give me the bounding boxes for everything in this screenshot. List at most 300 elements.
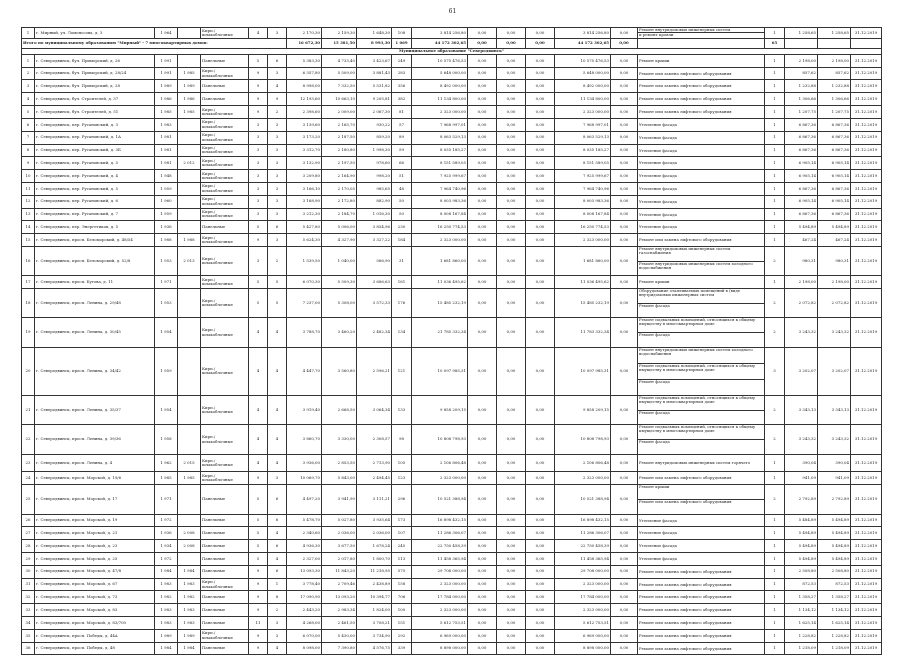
table-cell: 1 (765, 106, 785, 119)
table-cell: 1 959 (155, 182, 178, 195)
table-cell (178, 396, 201, 425)
table-cell: 1 (765, 54, 785, 67)
table-cell: 6 867,36 (785, 131, 818, 144)
work-item: Ремонт или замена лифтового оборудования (639, 475, 732, 481)
table-cell: 9 205,81 (357, 93, 392, 106)
table-cell: 0,00 (526, 221, 555, 234)
table-cell: 9 (249, 93, 268, 106)
table-cell: 0,00 (468, 131, 497, 144)
table-cell: 0,00 (611, 629, 638, 642)
table-cell: 0,00 (468, 527, 497, 540)
table-cell: 2 323 000,00 (555, 472, 611, 485)
table-cell: 0,00 (497, 208, 526, 221)
table-cell: 5 (249, 514, 268, 527)
table-cell: 5 494,89 (785, 221, 818, 234)
table-cell: 1 985 (178, 67, 201, 80)
table-cell: 4 (268, 80, 287, 93)
table-cell: 15 485 232,19 (555, 289, 611, 318)
table-row (22, 604, 882, 617)
table-cell: 0,00 (497, 454, 526, 472)
table-cell: 4 733,40 (322, 54, 357, 67)
work-item: Ремонт или замена лифтового оборудования (639, 498, 732, 504)
table-cell: 4 (249, 396, 268, 425)
table-cell: 4 576,75 (357, 642, 392, 655)
table-cell: 2 327,00 (287, 552, 322, 565)
table-cell: 5 648 000,00 (412, 67, 468, 80)
table-cell: 5 531,82 (357, 80, 392, 93)
table-cell: 9 (249, 106, 268, 119)
table-cell: 9 (249, 565, 268, 578)
table-cell: 3 (268, 195, 287, 208)
table-cell: 3 (268, 234, 287, 247)
table-cell: 0,00 (526, 93, 555, 106)
works-cell (638, 642, 765, 655)
table-cell: 0,00 (468, 591, 497, 604)
row-number-cell: 6 (22, 118, 35, 131)
table-cell: 6 070,00 (287, 629, 322, 642)
table-cell: 5 (249, 485, 268, 514)
work-item: Утепление фасада (639, 211, 677, 217)
table-cell: 8 008 167,84 (555, 208, 611, 221)
table-cell: 11 036 495,62 (555, 276, 611, 289)
work-item: Ремонт внутридомовых инженерных систем газоснабжения (638, 247, 764, 262)
work-item: Утепление фасада (639, 121, 677, 127)
table-cell: 0,00 (468, 67, 497, 80)
row-number-cell: 19 (22, 318, 35, 347)
table-cell: 16 898 432,15 (555, 514, 611, 527)
table-cell: 31.12.2019 (851, 629, 882, 642)
table-cell: 5 427,80 (287, 221, 322, 234)
address-cell: г. Северодвинск, пер. Энергетиков, д. 5 (35, 221, 155, 234)
table-row (22, 425, 882, 454)
address-cell: г. Северодвинск, просп. Ленина, д. 4 (35, 454, 155, 472)
table-cell: Панельные (201, 604, 249, 617)
table-cell: 2 (765, 318, 785, 347)
work-item: Утепление фасада (639, 517, 677, 523)
work-item: Ремонт или замена лифтового оборудования (639, 594, 732, 600)
table-cell: 1 985 (178, 106, 201, 119)
table-cell: 8 898 000,00 (555, 642, 611, 655)
table-cell: 8 151 589,05 (555, 157, 611, 170)
table-cell: 0,00 (468, 170, 497, 183)
work-item: Ремонт внутридомовых инженерных систем холодного водоснабжения (639, 260, 753, 270)
row-number-cell: 31 (22, 578, 35, 591)
table-cell: 3 778,40 (287, 578, 322, 591)
table-cell: 3 (249, 170, 268, 183)
table-cell: 2 983,34 (322, 604, 357, 617)
table-cell: 2 008 (178, 527, 201, 540)
table-cell: 0,00 (526, 540, 555, 553)
table-cell: 0,00 (497, 629, 526, 642)
table-cell: 2 187,50 (322, 131, 357, 144)
table-cell: Кирп./ шлакоблочные (201, 195, 249, 208)
table-cell: 0,00 (468, 642, 497, 655)
table-cell: 339 (392, 642, 412, 655)
table-cell: 31.12.2019 (851, 67, 882, 80)
table-cell: 1 824,00 (357, 604, 392, 617)
table-cell: Кирп./ шлакоблочные (201, 289, 249, 318)
table-cell: 1 984 (178, 642, 201, 655)
table-row (22, 565, 882, 578)
address-cell: г. Северодвинск, просп. Морской, д. 19/6 (35, 472, 155, 485)
table-cell: 3 708,21 (357, 617, 392, 630)
table-cell: 8 003 983,36 (555, 195, 611, 208)
table-cell: 0,00 (611, 170, 638, 183)
table-cell: 8 492 000,00 (412, 80, 468, 93)
housing-repair-table (21, 27, 882, 655)
table-cell: 1 (765, 118, 785, 131)
table-cell: 1 625,14 (785, 617, 818, 630)
table-cell: 31.12.2019 (851, 454, 882, 472)
table-cell: 0,00 (526, 67, 555, 80)
table-cell: 2 198,00 (818, 54, 851, 67)
table-cell: 4 268,00 (287, 617, 322, 630)
table-row (22, 552, 882, 565)
table-cell: 176 (392, 289, 412, 318)
table-cell: 98 (392, 425, 412, 454)
table-cell: 31.12.2019 (851, 247, 882, 276)
table-cell: 5 509,30 (322, 276, 357, 289)
table-cell: 6 867,36 (818, 182, 851, 195)
table-cell: 66 (392, 157, 412, 170)
address-cell: г. Северодвинск, просп. Морской, д. 17 (35, 485, 155, 514)
table-cell: 31.12.2019 (851, 131, 882, 144)
table-cell: 1 (765, 221, 785, 234)
table-row (22, 578, 882, 591)
table-cell: 10 097 985,31 (555, 347, 611, 395)
table-cell: 16 898 432,15 (412, 514, 468, 527)
table-cell: 5 006,00 (322, 221, 357, 234)
table-cell: 0,00 (611, 565, 638, 578)
table-row (22, 247, 882, 276)
table-cell: 2 184,70 (322, 208, 357, 221)
address-cell: г. Северодвинск, пер. Русановский, д. 3 (35, 118, 155, 131)
table-cell: 0,00 (526, 454, 555, 472)
row-number-cell: 10 (22, 170, 35, 183)
address-cell: г. Северодвинск, просп. Бутова, д. 11 (35, 276, 155, 289)
table-cell: 3 343,13 (818, 396, 851, 425)
work-item: Ремонт подвальных помещений, относящихся к общему имуществу в многоквартирном доме (638, 364, 764, 380)
table-cell: 4 327,90 (322, 234, 357, 247)
table-cell: 5 494,89 (818, 527, 851, 540)
table-cell: 31.12.2019 (851, 604, 882, 617)
table-cell: 133 (392, 396, 412, 425)
table-cell: 2 (765, 425, 785, 454)
table-cell: 10 575 476,53 (412, 54, 468, 67)
table-cell: 6 (268, 221, 287, 234)
table-cell: Кирп./ шлакоблочные (201, 629, 249, 642)
table-cell: 1 (268, 578, 287, 591)
table-cell: 1 936 (155, 221, 178, 234)
table-cell: 0,00 (468, 221, 497, 234)
works-cell (638, 552, 765, 565)
table-cell: 2 308,57 (357, 425, 392, 454)
table-cell: 3 (249, 208, 268, 221)
table-cell: 10 808 798,93 (555, 425, 611, 454)
table-cell: 161 (392, 276, 412, 289)
table-cell: 0,00 (611, 67, 638, 80)
table-cell: 7 964 740,96 (412, 182, 468, 195)
table-cell: 50 (392, 208, 412, 221)
table-cell: 1 983 (155, 118, 178, 131)
table-cell: 0,00 (611, 247, 638, 276)
table-row (22, 629, 882, 642)
table-cell: 13 093,30 (287, 565, 322, 578)
address-cell: г. Северодвинск, просп. Морской, д. 19 (35, 514, 155, 527)
table-cell: 4 (268, 318, 287, 347)
table-cell: 0,00 (526, 642, 555, 655)
table-cell: 0,00 (468, 208, 497, 221)
table-cell: 6 905,14 (785, 195, 818, 208)
row-number-cell: 3 (22, 80, 35, 93)
table-cell: 882,90 (357, 195, 392, 208)
table-cell: 31.12.2019 (851, 157, 882, 170)
table-cell: 0,00 (611, 454, 638, 472)
table-cell: 11 458 365,94 (555, 552, 611, 565)
table-cell: 3 243,32 (818, 425, 851, 454)
table-cell: 0,00 (611, 157, 638, 170)
table-cell: 3 734,90 (357, 629, 392, 642)
table-cell: 2 036,00 (357, 527, 392, 540)
table-cell: 10 097 985,31 (412, 347, 468, 395)
table-cell: 0,00 (468, 604, 497, 617)
table-cell: 1 959 (155, 347, 178, 395)
table-cell: 0,00 (526, 208, 555, 221)
table-cell: 15 485 232,19 (412, 289, 468, 318)
table-cell: 31.12.2019 (851, 617, 882, 630)
table-cell: 5 (268, 276, 287, 289)
table-cell: 1 228,82 (785, 629, 818, 642)
table-cell: Панельные (201, 527, 249, 540)
table-cell: 3 686,63 (357, 276, 392, 289)
table-cell: 9 (249, 642, 268, 655)
table-cell: 31.12.2019 (851, 234, 882, 247)
row-number-cell: 4 (22, 93, 35, 106)
table-cell: 6 905,14 (785, 157, 818, 170)
table-cell: 1 984 (155, 565, 178, 578)
table-cell: 356 (392, 80, 412, 93)
table-cell: 11 286 306,07 (555, 527, 611, 540)
table-cell: Панельные (201, 93, 249, 106)
address-cell: г. Северодвинск, бул. Приморский, д. 26 (35, 54, 155, 67)
table-cell: 0,00 (611, 234, 638, 247)
table-cell: 0,00 (468, 540, 497, 553)
table-cell: 5 624,30 (287, 234, 322, 247)
table-cell: 1 972 (155, 514, 178, 527)
table-cell: 121 (392, 347, 412, 395)
table-cell: 283 (392, 67, 412, 80)
table-cell: 3 168,90 (287, 195, 322, 208)
table-cell: 0,00 (497, 195, 526, 208)
table-cell: 29 708 000,00 (412, 565, 468, 578)
table-cell: 31.12.2019 (851, 347, 882, 395)
table-cell: 6 867,36 (785, 118, 818, 131)
table-cell: 22 750 458,39 (412, 540, 468, 553)
table-cell: 51 (392, 170, 412, 183)
row-number-cell: 22 (22, 425, 35, 454)
row-number-cell: 15 (22, 234, 35, 247)
table-cell: 6 905,14 (818, 195, 851, 208)
table-cell: 100 (392, 604, 412, 617)
work-item: Утепление фасада (639, 530, 677, 536)
table-cell: 1 981 (155, 157, 178, 170)
table-cell: 3 (268, 629, 287, 642)
table-cell: 6 867,36 (818, 118, 851, 131)
table-cell: 0,00 (526, 472, 555, 485)
table-cell: 31.12.2019 (851, 472, 882, 485)
table-row (22, 93, 882, 106)
address-cell: г. Северодвинск, просп. Морской, д. 83/700 (35, 617, 155, 630)
work-item: Утепление фасада (639, 147, 677, 153)
table-cell: 0,00 (468, 54, 497, 67)
table-cell: 859,20 (357, 131, 392, 144)
table-cell: 1 983 (155, 578, 178, 591)
table-cell: 0,00 (468, 485, 497, 514)
table-cell: 31.12.2019 (851, 527, 882, 540)
address-cell: г. Северодвинск, просп. Ленина, д. 29/48 (35, 289, 155, 318)
table-cell: 6 357,80 (287, 67, 322, 80)
table-cell: 0,00 (497, 80, 526, 93)
table-cell: 5 509,00 (322, 67, 357, 80)
table-cell: 5 494,89 (785, 540, 818, 553)
table-cell: 31.12.2019 (851, 485, 882, 514)
table-cell: 3 (268, 67, 287, 80)
table-cell (178, 276, 201, 289)
table-cell: 4 497,20 (287, 485, 322, 514)
table-cell: 2 (765, 289, 785, 318)
table-cell: 7 925 999,67 (555, 170, 611, 183)
table-cell: 2 170,05 (322, 182, 357, 195)
table-cell: 2 792,89 (785, 485, 818, 514)
table-cell: 941,09 (818, 472, 851, 485)
table-cell: 0,00 (497, 514, 526, 527)
table-cell: Кирп./ шлакоблочные (201, 454, 249, 472)
table-cell: 1 953 (155, 247, 178, 276)
table-cell: 31.12.2019 (851, 54, 882, 67)
table-cell: 0,00 (526, 565, 555, 578)
table-row (22, 591, 882, 604)
table-cell: 31.12.2019 (851, 182, 882, 195)
table-cell: 1 983 (178, 604, 201, 617)
table-cell: 0,00 (611, 347, 638, 395)
table-cell: 1 984 (155, 642, 178, 655)
section-title: Муниципальное образование "Северодвинск" (22, 48, 882, 54)
work-item: Ремонт крыши (639, 279, 670, 285)
total-row: Итого по муниципальному образованию "Мирный" - 7 многоквартирных домов: 16 672,30 15 381,50 8 993,30 1 069 44 172 302,65 0,00 0,00 0,00 44 172 302,65 0,00 65 (22, 38, 882, 48)
table-cell: 0,00 (497, 276, 526, 289)
table-cell: Панельные (201, 485, 249, 514)
table-cell: 5 (249, 527, 268, 540)
table-cell: 1 134,12 (818, 604, 851, 617)
table-cell (178, 131, 201, 144)
address-cell: г. Северодвинск, просп. Ленина, д. 35/37 (35, 396, 155, 425)
table-cell: 0,00 (497, 118, 526, 131)
works-cell (638, 318, 765, 347)
table-cell: 105 (392, 454, 412, 472)
table-cell: 1 982 (155, 591, 178, 604)
table-cell: 6 905,14 (785, 170, 818, 183)
table-cell: 706 (392, 591, 412, 604)
table-cell: 1 (765, 170, 785, 183)
table-cell: 2 013 (178, 247, 201, 276)
table-cell: 1 985 (155, 472, 178, 485)
table-cell: 8 063 529,13 (412, 131, 468, 144)
row-number-cell: 14 (22, 221, 35, 234)
work-item: Ремонт фасада (639, 302, 670, 308)
table-cell: 0,00 (611, 208, 638, 221)
table-cell: 1 983 (155, 617, 178, 630)
table-cell: 4 (268, 642, 287, 655)
table-cell: 1 (765, 565, 785, 578)
table-cell: 245 (392, 540, 412, 553)
table-cell: 0,00 (526, 347, 555, 395)
table-row (22, 527, 882, 540)
table-cell: 1 981 (155, 131, 178, 144)
table-cell: 158 (392, 578, 412, 591)
table-row (22, 106, 882, 119)
table-cell: 2 106 806,48 (555, 454, 611, 472)
table-row (22, 454, 882, 472)
table-cell: 0,00 (468, 514, 497, 527)
table-cell: 31.12.2019 (851, 195, 882, 208)
table-cell: 0,00 (611, 131, 638, 144)
table-cell: 31.12.2019 (851, 289, 882, 318)
table-cell: 1 (765, 514, 785, 527)
address-cell: г. Северодвинск, пер. Русановский, д. 3Б (35, 144, 155, 157)
table-cell: 3 212,30 (287, 208, 322, 221)
work-item: Утепление фасада (639, 185, 677, 191)
table-cell (178, 144, 201, 157)
table-cell: 5 (249, 540, 268, 553)
table-cell: 5 (249, 552, 268, 565)
table-cell: 2 323 000,00 (555, 604, 611, 617)
table-cell: 467,24 (818, 234, 851, 247)
table-cell: 0,00 (497, 289, 526, 318)
table-cell: 0,00 (526, 144, 555, 157)
table-cell: 1 984 (178, 565, 201, 578)
table-cell: 0,00 (497, 617, 526, 630)
work-item: Ремонт или замена лифтового оборудования (639, 237, 732, 243)
table-cell: 0,00 (526, 247, 555, 276)
table-cell: 6 867,36 (818, 131, 851, 144)
row-number-cell: 25 (22, 485, 35, 514)
table-cell: 0,00 (497, 425, 526, 454)
table-cell: 2 012 (178, 157, 201, 170)
table-cell: 31.12.2019 (851, 170, 882, 183)
work-item: Утепление фасада (639, 555, 677, 561)
address-cell: г. Северодвинск, пер. Русановский, д. 1А (35, 131, 155, 144)
table-cell: 0,00 (497, 565, 526, 578)
table-cell: 0,00 (526, 54, 555, 67)
table-cell: 0,00 (611, 472, 638, 485)
table-cell: 31.12.2019 (851, 276, 882, 289)
table-cell: 1 983 (178, 617, 201, 630)
table-cell: Кирп./ шлакоблочные (201, 472, 249, 485)
work-item: Утепление фасада (639, 198, 677, 204)
table-cell: 230 (392, 221, 412, 234)
address-cell: г. Северодвинск, бул. Строителей, д. 37 (35, 93, 155, 106)
table-cell: 1 (765, 454, 785, 472)
table-cell: Панельные (201, 591, 249, 604)
table-row (22, 144, 882, 157)
table-cell: 2 106 806,48 (412, 454, 468, 472)
table-cell: 4 447,70 (287, 347, 322, 395)
table-row (22, 131, 882, 144)
table-row (22, 221, 882, 234)
table-cell: 9 (249, 629, 268, 642)
address-cell: г. Северодвинск, просп. Морской, д. 25 (35, 552, 155, 565)
table-cell: 0,00 (468, 347, 497, 395)
